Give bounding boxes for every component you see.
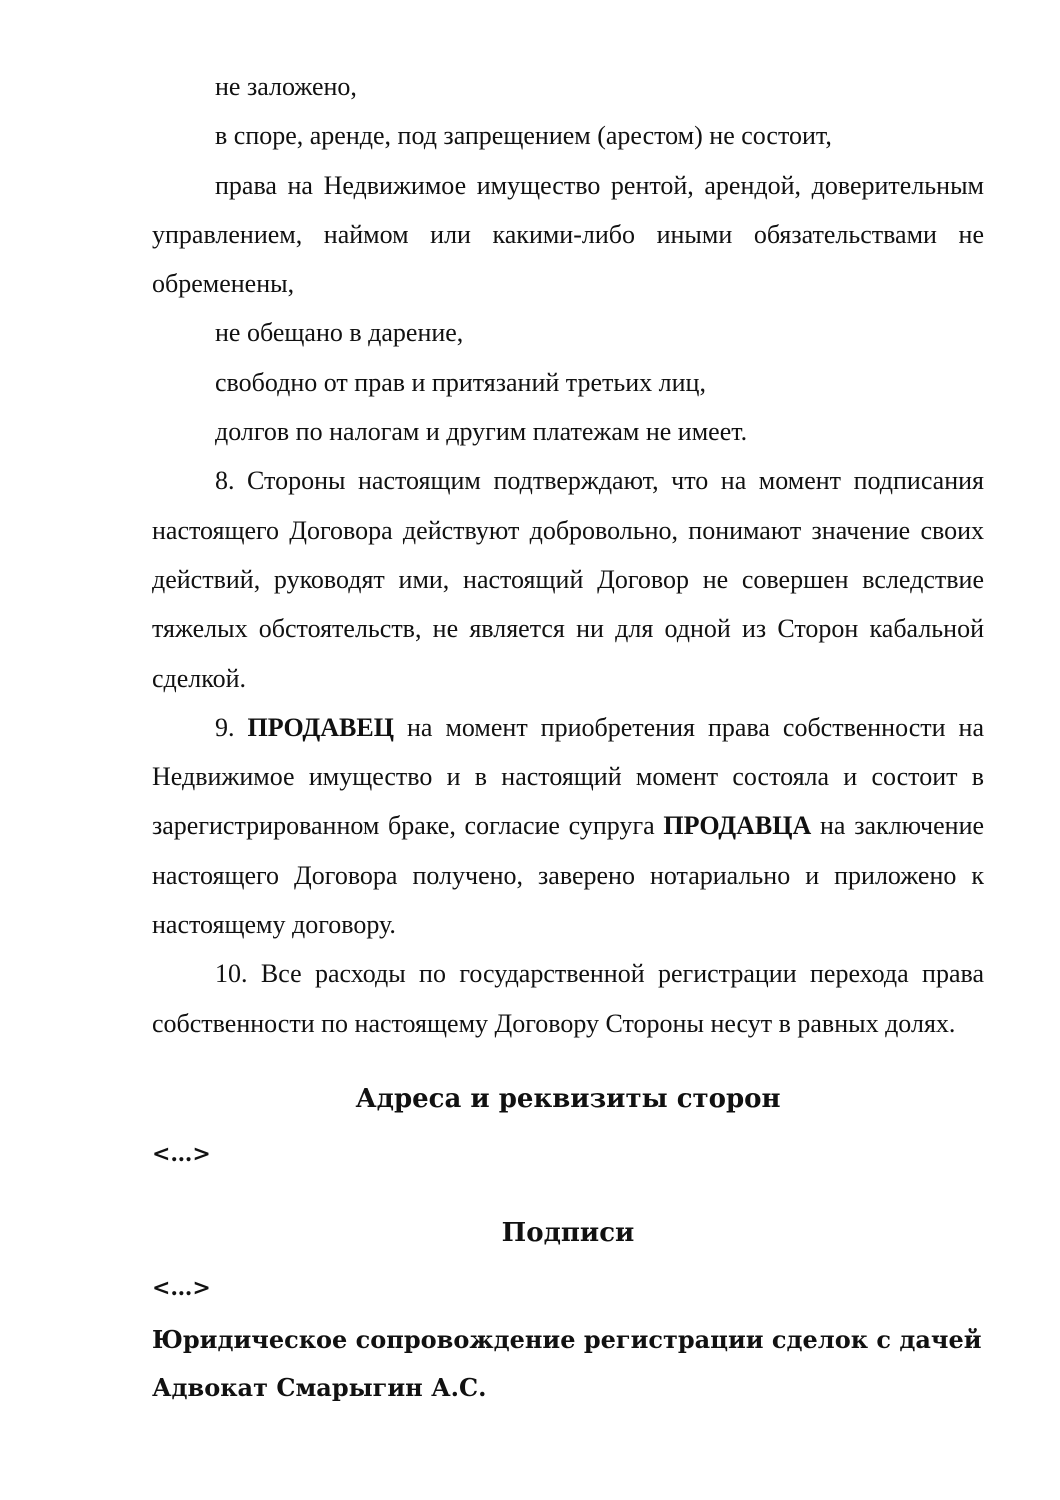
addresses-heading: Адреса и реквизиты сторон xyxy=(355,1083,781,1114)
addresses-placeholder: <…> xyxy=(152,1140,211,1167)
clause-9-text-2: на заключение настоящего Договора получено, заверено нотариально и приложено к настоящему договору. xyxy=(152,811,985,940)
list-item-not-encumbered: права на Недвижимое имущество рентой, арендой, доверительным управлением, наймом или какими-либо иными обязательствами не обременены, xyxy=(152,170,984,299)
signatures-heading: Подписи xyxy=(501,1217,635,1248)
clause-9 xyxy=(152,703,984,949)
list-item-no-debts: долгов по налогам и другим платежам не имеет. xyxy=(215,417,748,447)
clause-9-text-1: на момент приобретения права собственности на Недвижимое имущество и в настоящий момент состояла и состоит в зарегистрированном браке, согласие супруга xyxy=(152,712,985,841)
footer-service-line: Юридическое сопровождение регистрации сделок с дачей xyxy=(152,1324,982,1354)
clause-8: 8. Стороны настоящим подтверждают, что на момент подписания настоящего Договора действуют добровольно, понимают значение своих действий, руководят ими, настоящий Договор не совершен вследствие тяжелых обстоятельств, не является ни для одной из Сторон кабальной сделкой. xyxy=(152,466,984,693)
signatures-placeholder: <…> xyxy=(152,1274,211,1301)
clause-10: 10. Все расходы по государственной регистрации перехода права собственности по настоящему Договору Стороны несут в равных долях. xyxy=(152,959,984,1038)
document-page xyxy=(152,62,984,1412)
clause-9-number: 9. xyxy=(215,712,235,742)
seller-term: ПРОДАВЕЦ xyxy=(247,712,394,742)
list-item-not-disputed: в споре, аренде, под запрещением (арестом) не состоит, xyxy=(215,121,832,151)
list-item-not-promised: не обещано в дарение, xyxy=(215,318,464,348)
footer-lawyer-name: Адвокат Смарыгин А.С. xyxy=(152,1372,487,1402)
seller-term-genitive: ПРОДАВЦА xyxy=(663,811,812,841)
list-item-free-of-claims: свободно от прав и притязаний третьих лиц, xyxy=(215,367,706,397)
list-item-not-pledged: не заложено, xyxy=(215,72,357,101)
